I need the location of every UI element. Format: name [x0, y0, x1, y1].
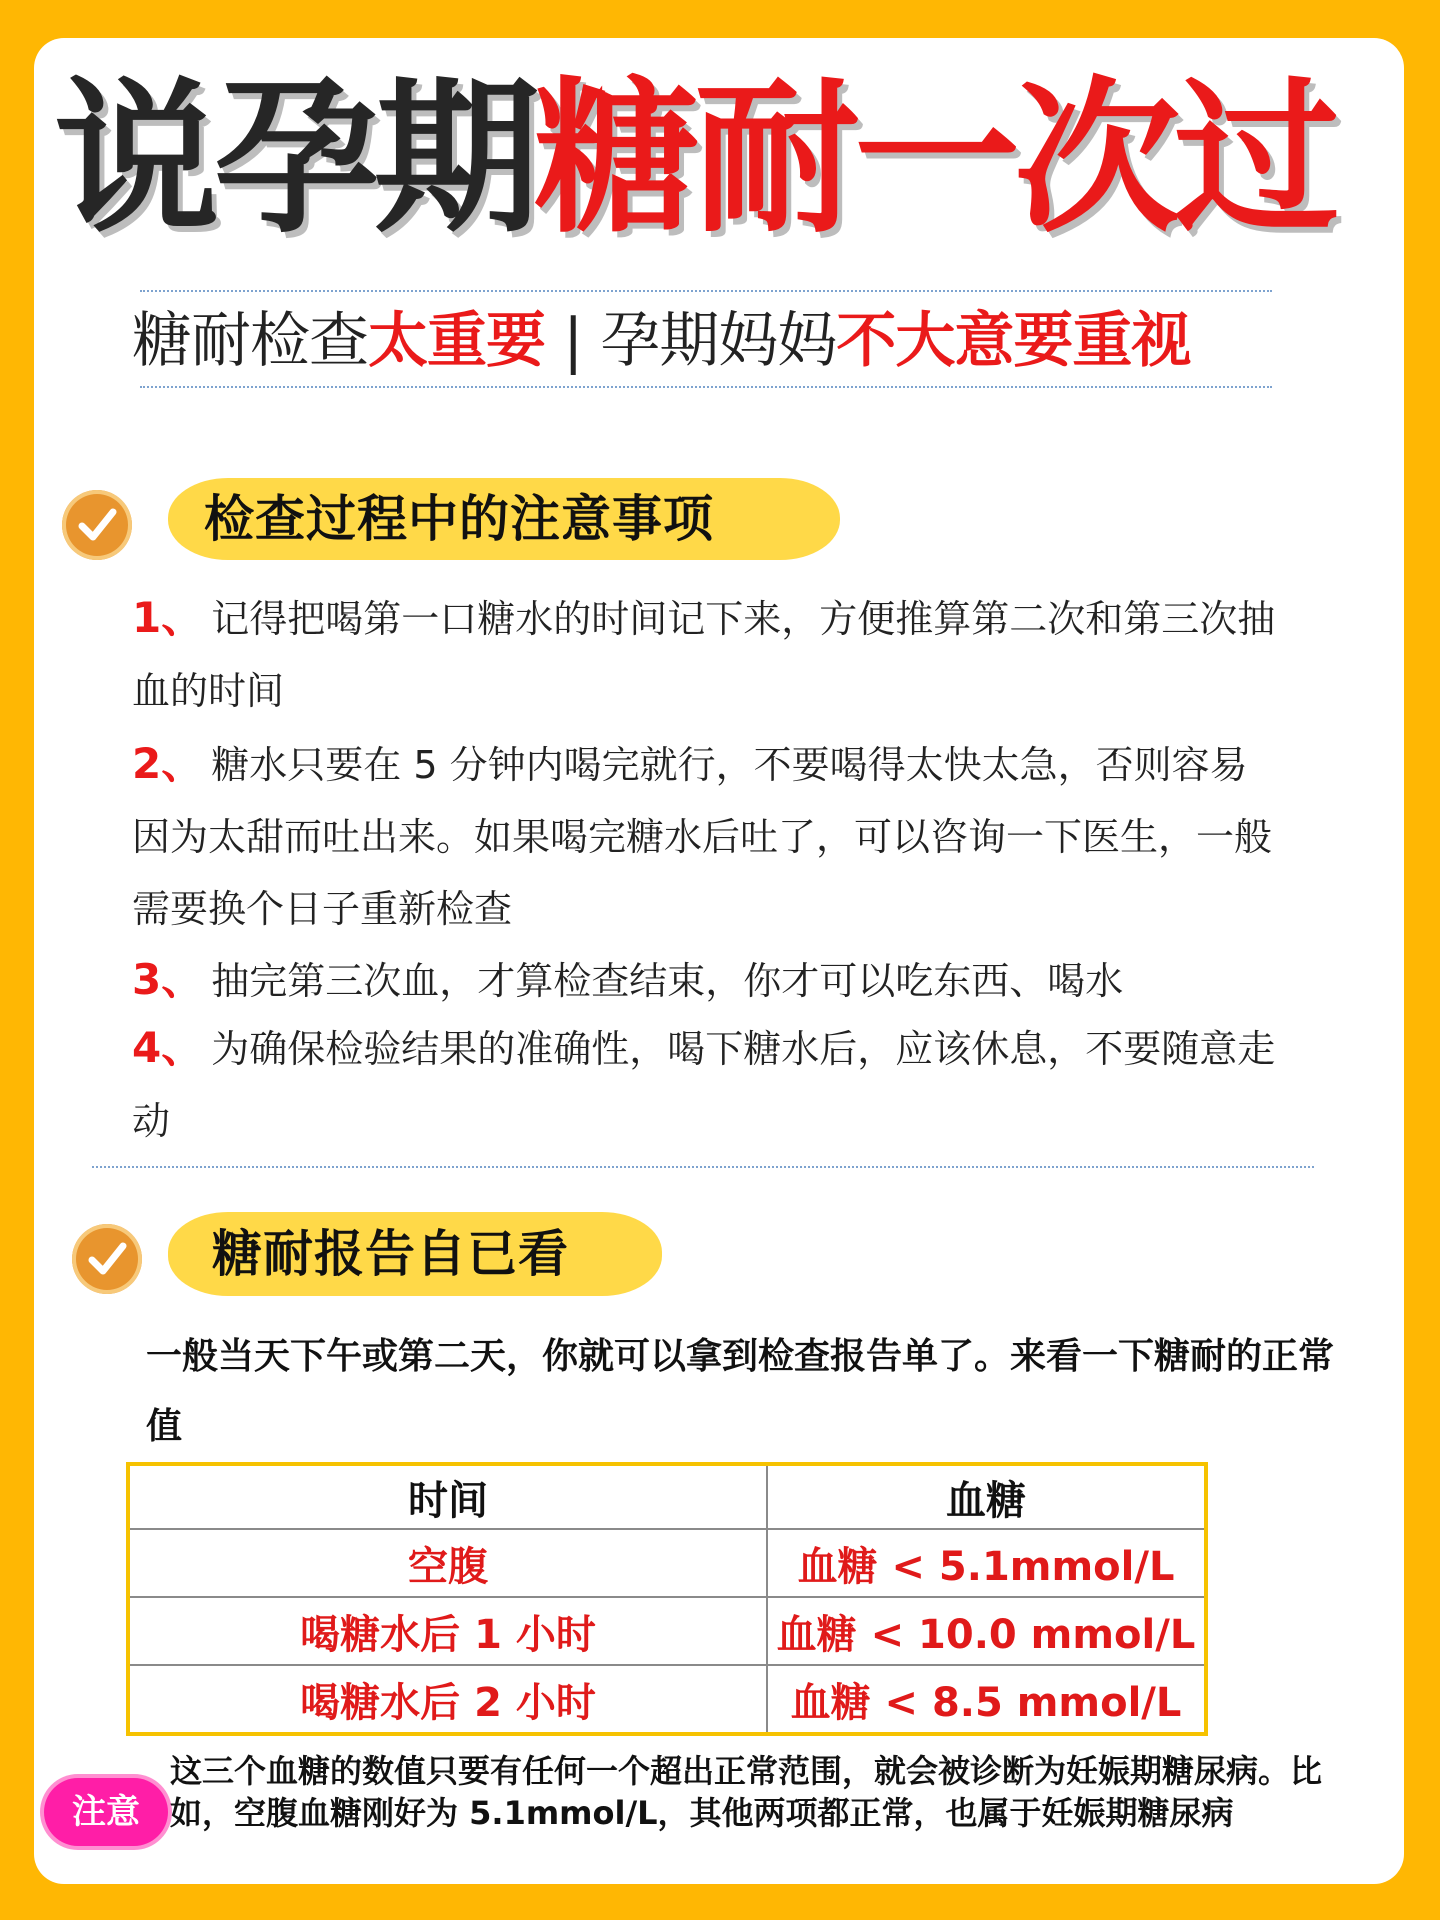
table-cell-time: 喝糖水后 2 小时 [128, 1665, 767, 1734]
list-item [132, 944, 1282, 1017]
table-cell-glucose: 血糖 < 8.5 mmol/L [767, 1665, 1206, 1734]
divider [92, 1166, 1314, 1168]
item-text: 记得把喝第一口糖水的时间记下来，方便推算第二次和第三次抽血的时间 [132, 597, 1276, 713]
reference-table [126, 1462, 1208, 1736]
item-text: 为确保检验结果的准确性，喝下糖水后，应该休息，不要随意走动 [132, 1027, 1276, 1143]
table-row [128, 1597, 1206, 1665]
table-cell-time: 空腹 [128, 1529, 767, 1597]
divider [140, 290, 1272, 292]
item-text: 糖水只要在 5 分钟内喝完就行，不要喝得太快太急，否则容易因为太甜而吐出来。如果喝完糖水后吐了，可以咨询一下医生，一般需要换个日子重新检查 [132, 743, 1273, 931]
title-red-part: 糖耐一次过 [534, 63, 1334, 256]
page-title [54, 60, 1394, 260]
list-item [132, 728, 1282, 945]
list-item [132, 582, 1282, 727]
item-number: 4、 [132, 1023, 204, 1072]
table-row [128, 1529, 1206, 1597]
note-text: 这三个血糖的数值只要有任何一个超出正常范围，就会被诊断为妊娠期糖尿病。比如，空腹血糖刚好为 5.1mmol/L，其他两项都正常，也属于妊娠期糖尿病 [170, 1752, 1323, 1832]
divider [140, 386, 1272, 388]
subtitle-part-b: 太重要 [368, 306, 545, 376]
subtitle-part-d: 不大意要重视 [836, 306, 1191, 376]
item-text: 抽完第三次血，才算检查结束，你才可以吃东西、喝水 [211, 959, 1124, 1003]
note-badge: 注意 [44, 1778, 168, 1846]
subtitle-part-c: | 孕期妈妈 [545, 306, 837, 376]
column-header: 时间 [128, 1464, 767, 1529]
checkmark-icon [72, 1224, 142, 1294]
subtitle-part-a: 糖耐检查 [132, 306, 368, 376]
item-number: 2、 [132, 739, 204, 788]
table-cell-glucose: 血糖 < 10.0 mmol/L [767, 1597, 1206, 1665]
table-cell-glucose: 血糖 < 5.1mmol/L [767, 1529, 1206, 1597]
table-row [128, 1665, 1206, 1734]
title-black-part: 说孕期 [54, 63, 534, 256]
table-header-row [128, 1464, 1206, 1529]
column-header: 血糖 [767, 1464, 1206, 1529]
item-number: 1、 [132, 593, 204, 642]
list-item [132, 1012, 1282, 1157]
table-cell-time: 喝糖水后 1 小时 [128, 1597, 767, 1665]
report-intro: 一般当天下午或第二天，你就可以拿到检查报告单了。来看一下糖耐的正常值 [146, 1336, 1335, 1447]
checkmark-icon [62, 490, 132, 560]
section-title-precautions: 检查过程中的注意事项 [204, 490, 714, 548]
section-title-report: 糖耐报告自已看 [212, 1225, 569, 1283]
subtitle [132, 302, 1312, 380]
item-number: 3、 [132, 955, 204, 1004]
